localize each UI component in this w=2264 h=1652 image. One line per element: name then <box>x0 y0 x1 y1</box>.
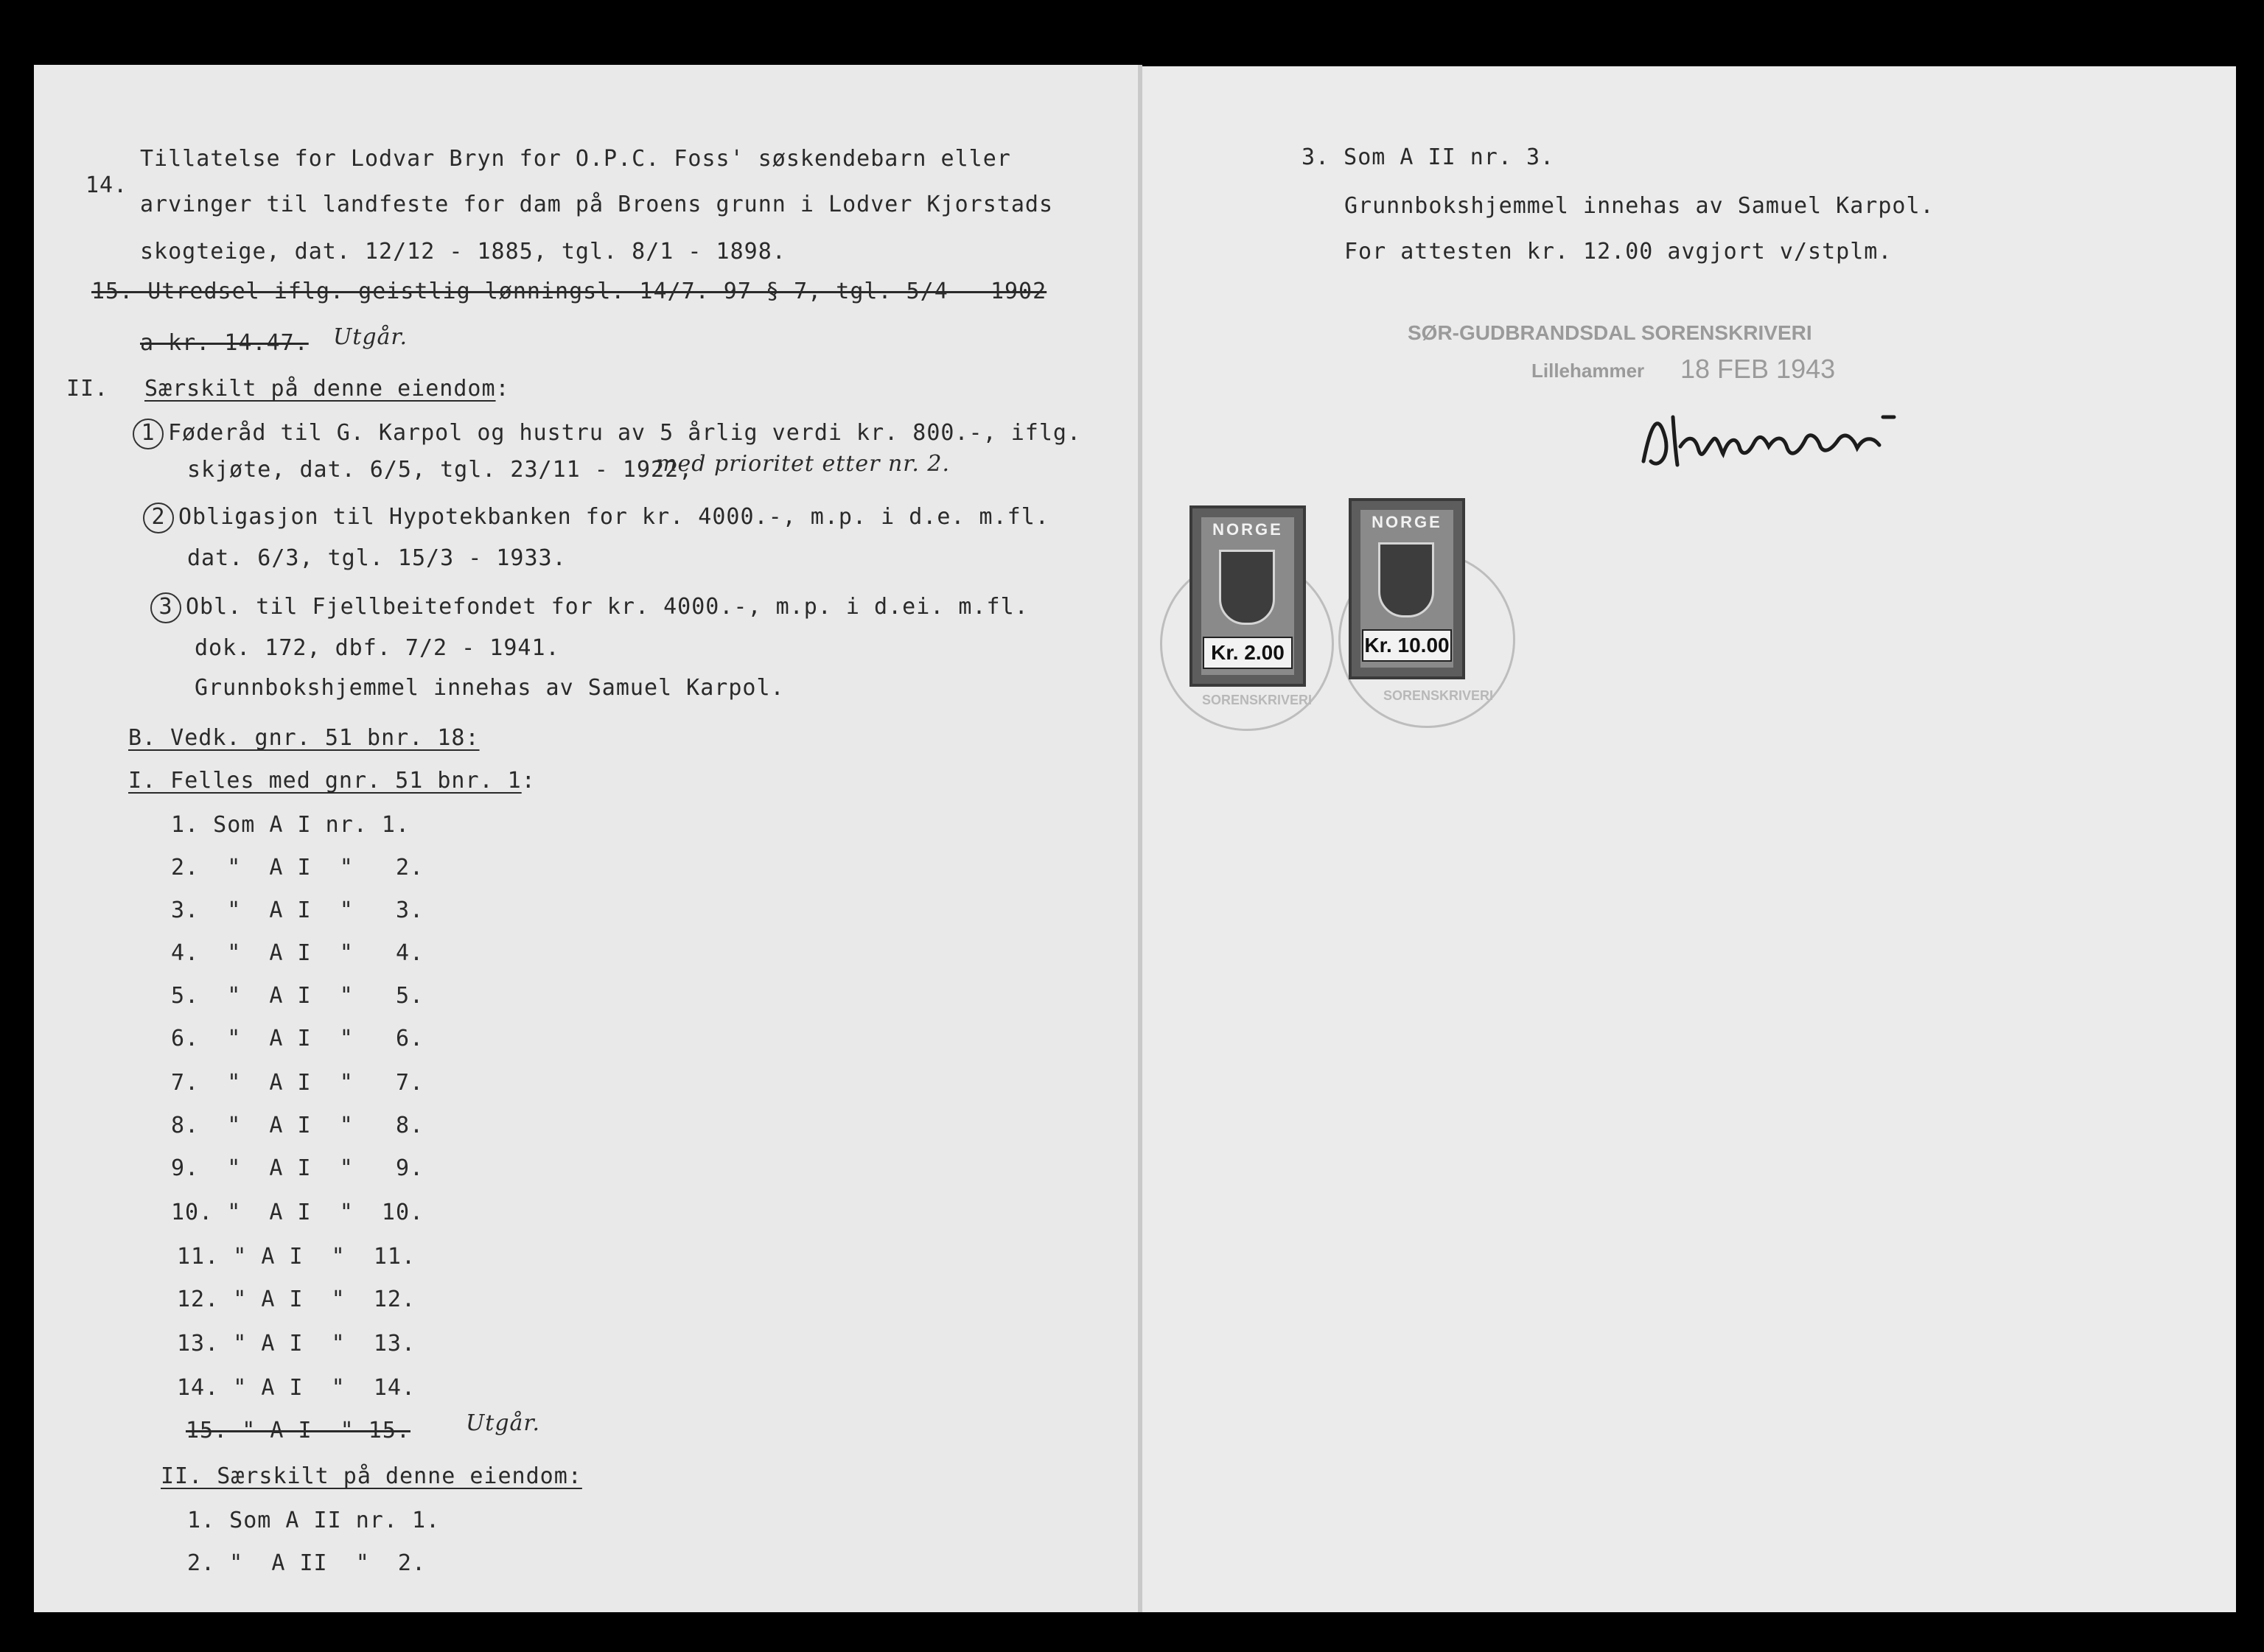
list-item-handwritten-note: Utgår. <box>466 1410 541 1436</box>
right-fee-line: For attesten kr. 12.00 avgjort v/stplm. <box>1344 239 1893 265</box>
list-item-struck: 15. " A I " 15. <box>186 1418 410 1443</box>
list-item: 6. " A I " 6. <box>171 1026 424 1051</box>
coat-of-arms-icon <box>1219 550 1275 625</box>
right-page <box>1141 66 2236 1612</box>
circled-number-1: 1 <box>133 419 164 449</box>
item-15-handwritten-note: Utgår. <box>333 324 408 350</box>
entry-1-handwritten-note: med prioritet etter nr. 2. <box>656 451 951 477</box>
circled-number-3: 3 <box>150 592 181 623</box>
list-item: 13. " A I " 13. <box>177 1331 416 1357</box>
item-14-line-2: arvinger til landfeste for dam på Broens grunn i Lodver Kjorstads <box>140 192 1053 217</box>
list-item: 4. " A I " 4. <box>171 940 424 966</box>
signature <box>1629 395 1938 483</box>
entry-2-line-2: dat. 6/3, tgl. 15/3 - 1933. <box>187 545 567 571</box>
item-14-number: 14. <box>85 172 128 198</box>
section-ii-heading: Særskilt på denne eiendom: <box>144 376 510 402</box>
page-fold <box>1138 65 1142 1612</box>
revenue-stamp-2 <box>1189 505 1306 687</box>
item-14-line-1: Tillatelse for Lodvar Bryn for O.P.C. Foss' søskendebarn eller <box>140 146 1011 172</box>
list-item: 14. " A I " 14. <box>177 1375 416 1401</box>
entry-2-line-1: 2 Obligasjon til Hypotekbanken for kr. 4000.-, m.p. i d.e. m.fl. <box>143 503 1049 533</box>
item-14-line-3: skogteige, dat. 12/12 - 1885, tgl. 8/1 - 1898. <box>140 239 786 265</box>
item-15-struck-amount: a kr. 14.47. <box>140 330 309 356</box>
circled-number-2: 2 <box>143 503 174 533</box>
list-item: 12. " A I " 12. <box>177 1287 416 1312</box>
office-stamp-date: 18 FEB 1943 <box>1680 354 1836 384</box>
entry-1-line-1: 1 Føderåd til G. Karpol og hustru av 5 årlig verdi kr. 800.-, iflg. <box>133 419 1081 449</box>
revenue-stamp-value: Kr. 2.00 <box>1203 637 1293 669</box>
revenue-stamp-10 <box>1349 498 1465 679</box>
list-item: 8. " A I " 8. <box>171 1113 424 1138</box>
list-item: 1. Som A I nr. 1. <box>171 812 410 838</box>
section-b-i-heading: I. Felles med gnr. 51 bnr. 1: <box>128 768 536 794</box>
entry-1-line-2: skjøte, dat. 6/5, tgl. 23/11 - 1922, <box>187 457 693 483</box>
office-stamp-place: Lillehammer <box>1531 360 1645 382</box>
right-owner-line: Grunnbokshjemmel innehas av Samuel Karpol. <box>1344 193 1935 219</box>
item-15-struck-line: 15. Utredsel iflg. geistlig lønningsl. 14/7. 97 § 7, tgl. 5/4 - 1902 <box>91 279 1047 304</box>
right-item-3: 3. Som A II nr. 3. <box>1302 144 1555 170</box>
list-item: 11. " A I " 11. <box>177 1244 416 1270</box>
list-item: 5. " A I " 5. <box>171 983 424 1009</box>
list-item: 2. " A II " 2. <box>187 1550 427 1576</box>
office-stamp-name: SØR-GUDBRANDSDAL SORENSKRIVERI <box>1408 321 1812 344</box>
section-ii-number: II. <box>66 376 109 402</box>
list-item: 1. Som A II nr. 1. <box>187 1508 441 1533</box>
list-item: 7. " A I " 7. <box>171 1070 424 1096</box>
section-b-heading: B. Vedk. gnr. 51 bnr. 18: <box>128 725 480 751</box>
list-item: 2. " A I " 2. <box>171 855 424 881</box>
section-b-ii-heading: II. Særskilt på denne eiendom: <box>161 1463 582 1489</box>
revenue-stamp-value: Kr. 10.00 <box>1362 629 1452 662</box>
entry-3-line-1: 3 Obl. til Fjellbeitefondet for kr. 4000.-, m.p. i d.ei. m.fl. <box>150 592 1029 623</box>
seal-left-label: SORENSKRIVERI <box>1202 693 1313 707</box>
seal-right-label: SORENSKRIVERI <box>1383 688 1494 703</box>
revenue-stamp-country: NORGE <box>1372 513 1442 531</box>
entry-3-line-2: dok. 172, dbf. 7/2 - 1941. <box>195 635 560 661</box>
list-item: 9. " A I " 9. <box>171 1155 424 1181</box>
list-item: 3. " A I " 3. <box>171 897 424 923</box>
revenue-stamp-country: NORGE <box>1212 520 1283 539</box>
section-ii-owner: Grunnbokshjemmel innehas av Samuel Karpol. <box>195 675 785 701</box>
coat-of-arms-icon <box>1378 542 1434 617</box>
list-item: 10. " A I " 10. <box>171 1200 424 1225</box>
